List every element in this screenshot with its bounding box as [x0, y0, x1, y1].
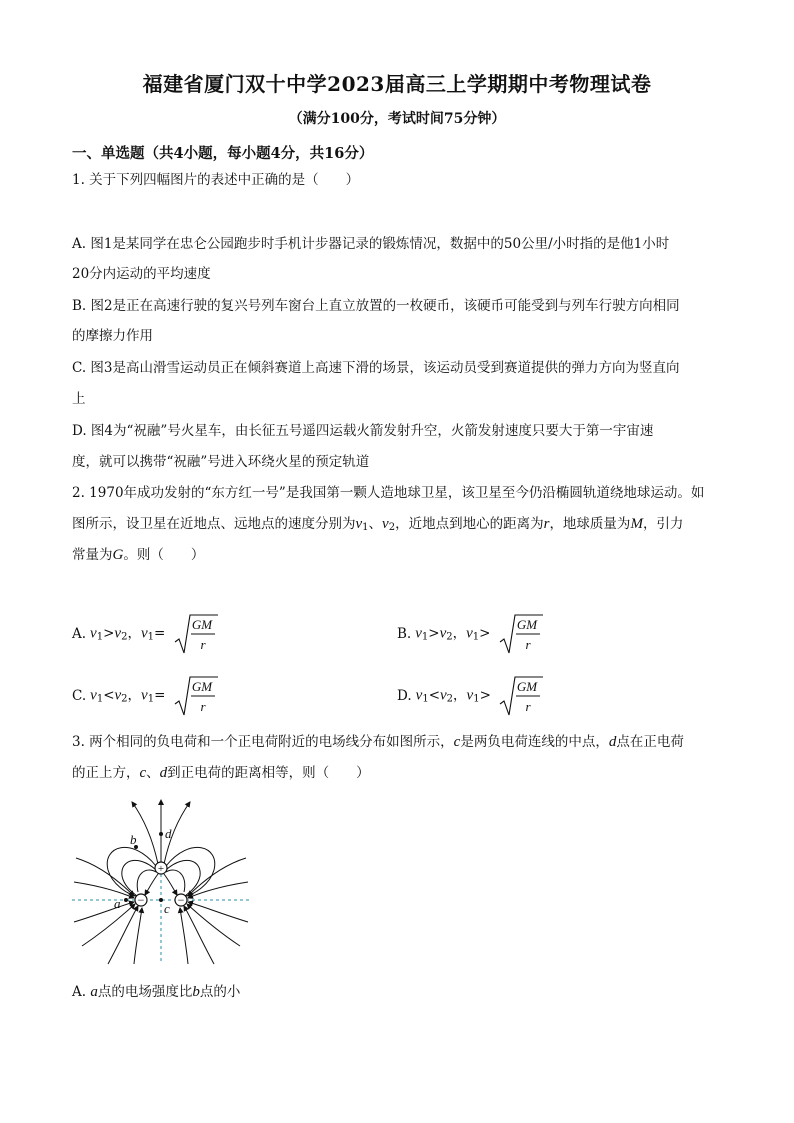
q1-option-c-line1: C. 图3是高山滑雪运动员正在倾斜赛道上高速下滑的场景，该运动员受到赛道提供的弹力方向为竖直向 [72, 360, 680, 376]
q2-stem-line2: 图所示，设卫星在近地点、远地点的速度分别为$v_1$、$v_2$，近地点到地心的距离为r，地球质量为M，引力 [72, 516, 684, 533]
q1-option-b-line2: 的摩擦力作用 [72, 328, 153, 344]
q1-stem: 1. 关于下列四幅图片的表述中正确的是（ ） [72, 172, 360, 188]
q2-option-b: B. $v_1>v_2$，$v_1>$ GM r [397, 612, 544, 656]
label-c: c [164, 901, 170, 916]
q1-option-a-line1: A. 图1是某同学在忠仑公园跑步时手机计步器记录的锻炼情况，数据中的50公里/小时指的是他1小时 [72, 236, 670, 252]
electric-field-figure [72, 796, 252, 966]
q3-stem-line1: 3. 两个相同的负电荷和一个正电荷附近的电场线分布如图所示，c是两负电荷连线的中点，d点在正电荷 [72, 734, 684, 750]
svg-text:−: − [177, 893, 185, 907]
q3-option-a: A. a点的电场强度比b点的小 [72, 984, 241, 1000]
section-heading: 一、单选题（共4小题，每小题4分，共16分） [72, 145, 374, 162]
svg-text:r: r [200, 637, 206, 652]
svg-text:GM: GM [191, 617, 212, 632]
q1-option-d-line1: D. 图4为“祝融”号火星车，由长征五号遥四运载火箭发射升空，火箭发射速度只要大于第一宇宙速 [72, 423, 654, 439]
svg-text:GM: GM [191, 679, 212, 694]
q2-stem-line1: 2. 1970年成功发射的“东方红一号”是我国第一颗人造地球卫星，该卫星至今仍沿椭圆轨道绕地球运动。如 [72, 485, 705, 501]
svg-text:GM: GM [517, 679, 538, 694]
q1-option-d-line2: 度，就可以携带“祝融”号进入环绕火星的预定轨道 [72, 454, 370, 470]
sqrt-gm-over-r [173, 612, 219, 656]
point-c [159, 898, 163, 902]
point-a [124, 898, 128, 902]
svg-text:GM: GM [516, 617, 537, 632]
q1-option-c-line2: 上 [72, 391, 86, 407]
point-d [159, 832, 163, 836]
q3-stem-line2: 的正上方，c、d到正电荷的距离相等，则（ ） [72, 765, 370, 781]
svg-text:+: + [157, 863, 165, 875]
label-b: b [130, 832, 137, 847]
svg-text:r: r [525, 699, 531, 714]
svg-text:r: r [200, 699, 206, 714]
label-d: d [165, 826, 172, 841]
q1-option-b-line1: B. 图2是正在高速行驶的复兴号列车窗台上直立放置的一枚硬币，该硬币可能受到与列车行驶方向相同 [72, 298, 680, 314]
page-title: 福建省厦门双十中学2023届高三上学期期中考物理试卷 [142, 72, 652, 96]
q2-option-a: A. $v_1>v_2$，$v_1=$ GM r [72, 612, 219, 656]
svg-text:−: − [137, 893, 145, 907]
sqrt-gm-over-r [498, 674, 544, 718]
sqrt-gm-over-r [173, 674, 219, 718]
label-a: a [114, 896, 121, 911]
q2-option-d: D. $v_1<v_2$，$v_1>$ GM r [397, 674, 544, 718]
svg-text:r: r [525, 637, 531, 652]
q2-stem-line3: 常量为G。则（ ） [72, 547, 205, 563]
sqrt-gm-over-r [498, 612, 544, 656]
q2-option-c: C. $v_1<v_2$，$v_1=$ GM r [72, 674, 219, 718]
exam-subtitle: （满分100分，考试时间75分钟） [288, 111, 506, 127]
q1-option-a-line2: 20分内运动的平均速度 [72, 266, 211, 282]
